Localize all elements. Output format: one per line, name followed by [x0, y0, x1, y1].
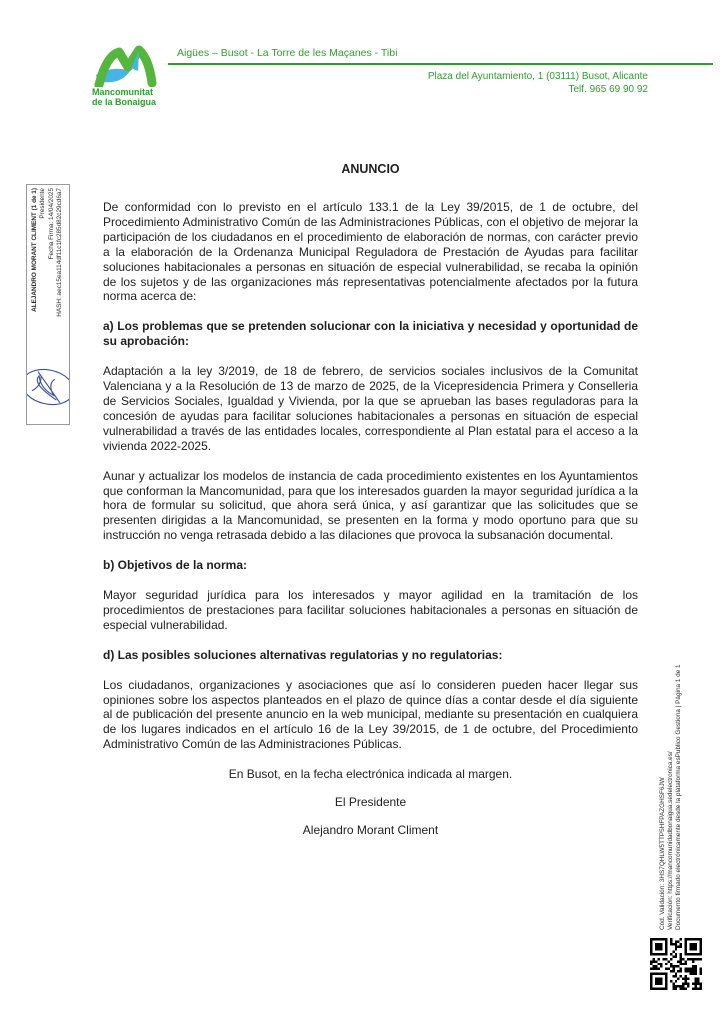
handwritten-signature: [27, 350, 69, 424]
municipalities-line: Aigües – Busot - La Torre de les Maçanes - Tibi: [177, 47, 398, 59]
address-block: [428, 70, 648, 96]
signer-name: ALEJANDRO MORANT CLIMENT (1 de 1): [31, 188, 38, 312]
paragraph: Mayor seguridad jurídica para los interesados y mayor agilidad en la tramitación de los procedimientos de prestaciones para facilitar soluciones habitacionales a personas en situación de especial vulnerabilidad.: [103, 588, 638, 632]
address-line: Plaza del Ayuntamiento, 1 (03111) Busot, Alicante: [427, 71, 648, 82]
document-title: ANUNCIO: [341, 162, 400, 176]
mountain-logo-icon: [92, 43, 164, 87]
signature-date: Fecha Firma: 14/04/2025: [47, 188, 55, 260]
header-rule: [168, 63, 713, 65]
signature-hash: HASH: aec15ea114df11c1fc285d82c29cd6a7: [56, 188, 64, 317]
paragraph: Adaptación a la ley 3/2019, de 18 de febrero, de servicios sociales inclusivos de la Comunitat Valenciana y a la Resolución de 13 de marzo de 2025, de la Vicepresidencia Primera y Conselleria de Servicios Sociales, Igualdad y Vivienda, por la que se aprueban las bases reguladoras para la concesión de ayudas para facilitar soluciones habitacionales a personas en situación de especial vulnerabilidad a través de las entidades locales, correspondiente al Plan estatal para el acceso a la vivienda 2022-2025.: [103, 364, 638, 453]
closing-line: Alejandro Morant Climent: [302, 823, 439, 837]
section-heading: a) Los problemas que se pretenden solucionar con la iniciativa y necesidad y oportunidad de su aprobación:: [103, 319, 638, 349]
logo-caption-line2: de la Bonaigua: [92, 96, 157, 107]
document-body: [103, 200, 638, 838]
qr-code-icon: [650, 938, 702, 990]
logo-caption: [92, 88, 170, 107]
mancomunitat-logo: [92, 43, 170, 107]
platform-note: Documento firmado electrónicamente desde la plataforma esPublico Gestiona | Página 1 de 1: [675, 664, 683, 930]
signature-scribble-icon: [27, 350, 69, 424]
phone-line: Telf. 965 69 90 92: [568, 84, 648, 95]
section-heading: d) Las posibles soluciones alternativas regulatorias y no regulatorias:: [103, 647, 503, 662]
section-heading: b) Objetivos de la norma:: [103, 558, 248, 573]
validation-code: Cód. Validación: 3HS7QHLW5TTP5HFPAZGHSF6JW: [659, 777, 666, 930]
signer-role: Presidente: [39, 188, 47, 219]
verification-url: Verificación: https://mancomunidadbonaigua.sedelectronica.es/: [667, 751, 675, 930]
paragraph: Aunar y actualizar los modelos de instancia de cada procedimiento existentes en los Ayuntamientos que conforman la Mancomunidad, para que los interesados guarden la mayor seguridad jurídica a la hora de formular su solicitud, que ahora será única, y así garantizar que las solicitudes que se presenten dirigidas a la Mancomunidad, se presenten en la forma y modo oportuno para que su instrucción no venga retrasada debido a las dilaciones que provoca la subsanación documental.: [103, 468, 638, 543]
closing-line: En Busot, en la fecha electrónica indicada al margen.: [228, 767, 513, 782]
paragraph: Los ciudadanos, organizaciones y asociaciones que así lo consideren pueden hacer llegar sus opiniones sobre los aspectos planteados en el plazo de quince días a contar desde el día siguiente al de publicación del presente anuncio en la web municipal, mediante su presentación en cualquiera de los lugares indicados en el artículo 16 de la Ley 39/2015, de 1 de octubre, del Procedimiento Administrativo Común de las Administraciones Públicas.: [103, 677, 638, 752]
logo-caption-line1: Mancomunitat: [92, 87, 154, 97]
document-content: [103, 162, 638, 851]
closing-line: El Presidente: [334, 795, 407, 810]
legal-margin-text: [659, 595, 684, 930]
qr-code: [650, 938, 702, 990]
paragraph: De conformidad con lo previsto en el artículo 133.1 de la Ley 39/2015, de 1 de octubre, del Procedimiento Administrativo Común de las Administraciones Públicas, con el objetivo de mejorar la participación de los ciudadanos en el procedimiento de elaboración de normas, con carácter previo a la elaboración de la Ordenanza Municipal Reguladora de Prestación de Ayudas para facilitar soluciones habitacionales a personas en situación de especial vulnerabilidad, se recaba la opinión de los sujetos y de las organizaciones más representativas potencialmente afectados por la futura norma acerca de:: [103, 200, 638, 304]
